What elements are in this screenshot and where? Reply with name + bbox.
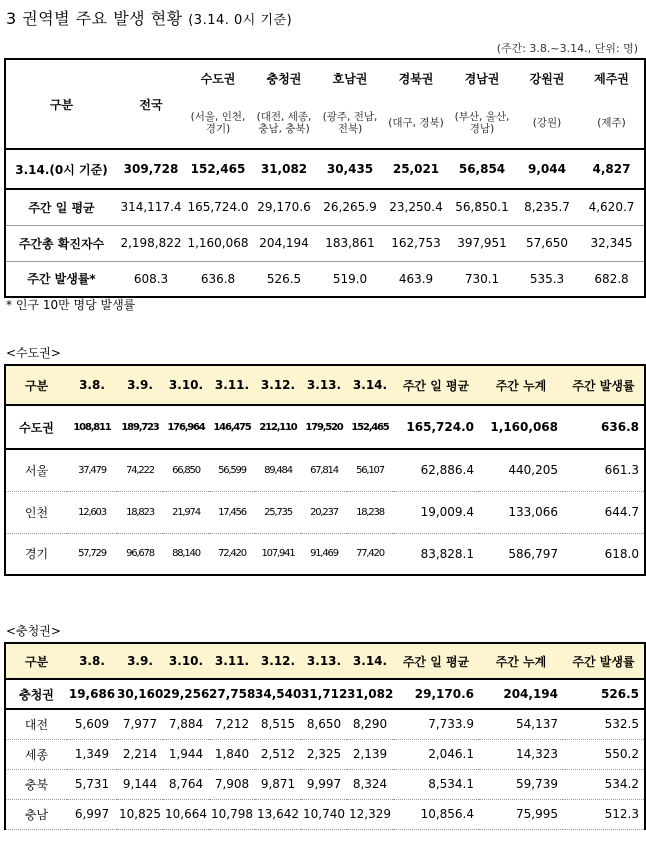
column-header: 주간 누계	[479, 365, 563, 405]
region-sub: (강원)	[515, 97, 579, 149]
cell-value: 31,082	[251, 149, 317, 189]
row-label: 서울	[5, 449, 67, 491]
header-region: 강원권	[529, 72, 565, 86]
header-region: 충청권	[266, 72, 302, 86]
cell-value: 162,753	[383, 225, 449, 261]
cell-value: 8,515	[255, 709, 301, 739]
cell-value: 25,735	[255, 491, 301, 533]
region-sub: (대구, 경북)	[383, 97, 449, 149]
cell-value: 165,724.0	[393, 405, 479, 449]
title-main: 3 권역별 주요 발생 현황	[6, 9, 183, 28]
cell-value: 75,995	[479, 799, 563, 829]
cell-value: 59,739	[479, 769, 563, 799]
column-header: 3.13.	[301, 365, 347, 405]
column-header: 3.8.	[67, 365, 117, 405]
table-row	[5, 799, 645, 829]
cell-value: 18,823	[117, 491, 163, 533]
cell-value: 397,951	[449, 225, 515, 261]
row-label: 세종	[5, 739, 67, 769]
cell-value: 88,140	[163, 533, 209, 575]
table-row	[5, 491, 645, 533]
cell-value: 83,828.1	[393, 533, 479, 575]
cell-value: 7,977	[117, 709, 163, 739]
cell-value: 534.2	[563, 769, 645, 799]
cell-value: 18,238	[347, 491, 393, 533]
cell-value: 56,854	[449, 149, 515, 189]
row-label: 경기	[5, 533, 67, 575]
cell-value: 146,475	[209, 405, 255, 449]
cell-value: 4,827	[579, 149, 645, 189]
cell-value: 12,603	[67, 491, 117, 533]
cell-value: 29,170.6	[251, 189, 317, 225]
row-label: 충북	[5, 769, 67, 799]
cell-value: 586,797	[479, 533, 563, 575]
cell-value: 152,465	[185, 149, 251, 189]
cell-value: 1,160,068	[479, 405, 563, 449]
column-header: 3.10.	[163, 365, 209, 405]
header-region: 경남권	[464, 72, 500, 86]
cell-value: 636.8	[185, 261, 251, 297]
cell-value: 526.5	[251, 261, 317, 297]
cell-value: 550.2	[563, 739, 645, 769]
cell-value: 27,758	[209, 679, 255, 709]
cell-value: 204,194	[479, 679, 563, 709]
table-row	[5, 405, 645, 449]
cell-value: 77,420	[347, 533, 393, 575]
cell-value: 67,814	[301, 449, 347, 491]
row-label: 수도권	[5, 405, 67, 449]
cell-value: 2,046.1	[393, 739, 479, 769]
cell-value: 9,044	[515, 149, 579, 189]
cell-value: 56,107	[347, 449, 393, 491]
cell-value: 152,465	[347, 405, 393, 449]
column-header: 주간 발생률	[563, 365, 645, 405]
cell-value: 7,212	[209, 709, 255, 739]
cell-value: 54,137	[479, 709, 563, 739]
section-label-capital: <수도권>	[6, 346, 61, 360]
table-row	[5, 149, 645, 189]
cell-value: 8,290	[347, 709, 393, 739]
cell-value: 66,850	[163, 449, 209, 491]
table-row	[5, 261, 645, 297]
table-row	[5, 189, 645, 225]
header-region: 전국	[117, 59, 185, 149]
cell-value: 19,009.4	[393, 491, 479, 533]
cell-value: 56,850.1	[449, 189, 515, 225]
cell-value: 661.3	[563, 449, 645, 491]
column-header: 주간 발생률	[563, 643, 645, 679]
table-row	[5, 769, 645, 799]
cell-value: 30,435	[317, 149, 383, 189]
row-label: 충청권	[5, 679, 67, 709]
header-region: 수도권	[200, 72, 236, 86]
row-label: 충남	[5, 799, 67, 829]
cell-value: 2,198,822	[117, 225, 185, 261]
footnote: * 인구 10만 명당 발생률	[6, 298, 136, 312]
cell-value: 532.5	[563, 709, 645, 739]
cell-value: 74,222	[117, 449, 163, 491]
cell-value: 57,650	[515, 225, 579, 261]
table-row	[5, 449, 645, 491]
cell-value: 440,205	[479, 449, 563, 491]
cell-value: 21,974	[163, 491, 209, 533]
column-header: 주간 누계	[479, 643, 563, 679]
header-region: 호남권	[332, 72, 368, 86]
table-row	[5, 679, 645, 709]
cell-value: 189,723	[117, 405, 163, 449]
capital-region-table	[4, 364, 646, 576]
cell-value: 7,884	[163, 709, 209, 739]
cell-value: 108,811	[67, 405, 117, 449]
cell-value: 1,349	[67, 739, 117, 769]
cell-value: 62,886.4	[393, 449, 479, 491]
cell-value: 2,139	[347, 739, 393, 769]
cell-value: 176,964	[163, 405, 209, 449]
cell-value: 96,678	[117, 533, 163, 575]
region-sub: (제주)	[579, 97, 645, 149]
cell-value: 5,609	[67, 709, 117, 739]
cell-value: 30,160	[117, 679, 163, 709]
cell-value: 4,620.7	[579, 189, 645, 225]
cell-value: 56,599	[209, 449, 255, 491]
cell-value: 1,840	[209, 739, 255, 769]
cell-value: 31,712	[301, 679, 347, 709]
cell-value: 14,323	[479, 739, 563, 769]
cell-value: 37,479	[67, 449, 117, 491]
cell-value: 204,194	[251, 225, 317, 261]
cell-value: 526.5	[563, 679, 645, 709]
cell-value: 309,728	[117, 149, 185, 189]
page-title	[6, 6, 292, 29]
cell-value: 314,117.4	[117, 189, 185, 225]
column-header: 3.10.	[163, 643, 209, 679]
cell-value: 10,740	[301, 799, 347, 829]
cell-value: 9,871	[255, 769, 301, 799]
cell-value: 10,664	[163, 799, 209, 829]
column-header: 구분	[5, 643, 67, 679]
cell-value: 9,144	[117, 769, 163, 799]
section-label-chungcheong: <충청권>	[6, 624, 61, 638]
row-label: 인천	[5, 491, 67, 533]
cell-value: 1,944	[163, 739, 209, 769]
cell-value: 17,456	[209, 491, 255, 533]
cell-value: 179,520	[301, 405, 347, 449]
cell-value: 89,484	[255, 449, 301, 491]
cell-value: 107,941	[255, 533, 301, 575]
cell-value: 6,997	[67, 799, 117, 829]
column-header: 주간 일 평균	[393, 643, 479, 679]
region-sub: (서울, 인천, 경기)	[185, 97, 251, 149]
table-row	[5, 709, 645, 739]
row-label: 주간 일 평균	[5, 189, 117, 225]
cell-value: 32,345	[579, 225, 645, 261]
cell-value: 212,110	[255, 405, 301, 449]
cell-value: 9,997	[301, 769, 347, 799]
cell-value: 23,250.4	[383, 189, 449, 225]
column-header: 3.9.	[117, 365, 163, 405]
cell-value: 519.0	[317, 261, 383, 297]
column-header: 3.8.	[67, 643, 117, 679]
cell-value: 535.3	[515, 261, 579, 297]
header-region: 경북권	[398, 72, 434, 86]
cell-value: 2,512	[255, 739, 301, 769]
cell-value: 8,764	[163, 769, 209, 799]
cell-value: 1,160,068	[185, 225, 251, 261]
cell-value: 19,686	[67, 679, 117, 709]
row-label: 주간총 확진자수	[5, 225, 117, 261]
region-sub: (광주, 전남, 전북)	[317, 97, 383, 149]
cell-value: 644.7	[563, 491, 645, 533]
cell-value: 8,650	[301, 709, 347, 739]
cell-value: 8,324	[347, 769, 393, 799]
column-header: 3.14.	[347, 365, 393, 405]
table-row	[5, 533, 645, 575]
cell-value: 29,170.6	[393, 679, 479, 709]
region-sub: (부산, 울산, 경남)	[449, 97, 515, 149]
column-header: 3.12.	[255, 643, 301, 679]
cell-value: 20,237	[301, 491, 347, 533]
cell-value: 29,256	[163, 679, 209, 709]
row-label: 3.14.(0시 기준)	[5, 149, 117, 189]
cell-value: 8,534.1	[393, 769, 479, 799]
column-header: 3.11.	[209, 365, 255, 405]
column-header: 3.12.	[255, 365, 301, 405]
header-region: 제주권	[594, 72, 629, 86]
table-row	[5, 739, 645, 769]
cell-value: 10,798	[209, 799, 255, 829]
cell-value: 463.9	[383, 261, 449, 297]
table-row	[5, 225, 645, 261]
cell-value: 31,082	[347, 679, 393, 709]
cell-value: 636.8	[563, 405, 645, 449]
cell-value: 165,724.0	[185, 189, 251, 225]
cell-value: 5,731	[67, 769, 117, 799]
region-sub: (대전, 세종, 충남, 충북)	[251, 97, 317, 149]
cell-value: 34,540	[255, 679, 301, 709]
cell-value: 7,733.9	[393, 709, 479, 739]
cell-value: 72,420	[209, 533, 255, 575]
cell-value: 57,729	[67, 533, 117, 575]
cell-value: 183,861	[317, 225, 383, 261]
column-header: 주간 일 평균	[393, 365, 479, 405]
cell-value: 2,214	[117, 739, 163, 769]
header-gubun: 구분	[5, 59, 117, 149]
title-sub: (3.14. 0시 기준)	[188, 13, 293, 28]
cell-value: 10,856.4	[393, 799, 479, 829]
cell-value: 7,908	[209, 769, 255, 799]
chungcheong-region-table	[4, 642, 646, 830]
cell-value: 730.1	[449, 261, 515, 297]
cell-value: 10,825	[117, 799, 163, 829]
cell-value: 682.8	[579, 261, 645, 297]
column-header: 3.13.	[301, 643, 347, 679]
cell-value: 2,325	[301, 739, 347, 769]
cell-value: 618.0	[563, 533, 645, 575]
cell-value: 8,235.7	[515, 189, 579, 225]
cell-value: 91,469	[301, 533, 347, 575]
cell-value: 12,329	[347, 799, 393, 829]
cell-value: 26,265.9	[317, 189, 383, 225]
column-header: 3.11.	[209, 643, 255, 679]
column-header: 구분	[5, 365, 67, 405]
row-label: 대전	[5, 709, 67, 739]
column-header: 3.14.	[347, 643, 393, 679]
row-label: 주간 발생률*	[5, 261, 117, 297]
cell-value: 512.3	[563, 799, 645, 829]
cell-value: 13,642	[255, 799, 301, 829]
column-header: 3.9.	[117, 643, 163, 679]
regional-summary-table	[4, 58, 646, 298]
cell-value: 133,066	[479, 491, 563, 533]
period-note: (주간: 3.8.~3.14., 단위: 명)	[496, 42, 638, 55]
cell-value: 608.3	[117, 261, 185, 297]
cell-value: 25,021	[383, 149, 449, 189]
